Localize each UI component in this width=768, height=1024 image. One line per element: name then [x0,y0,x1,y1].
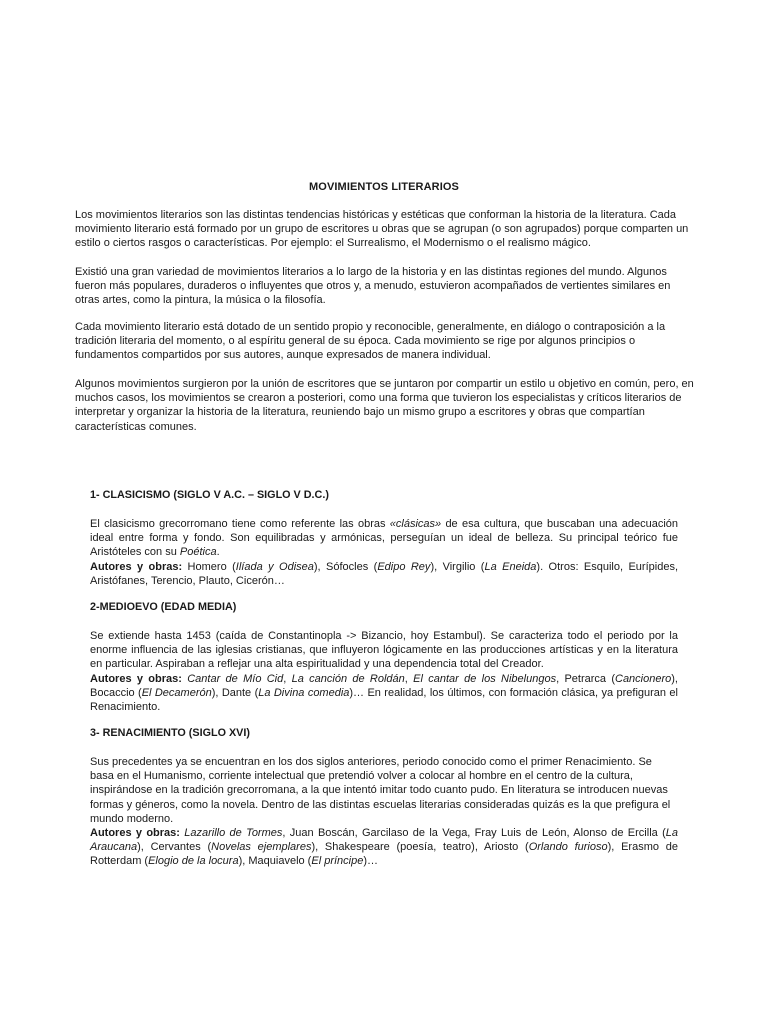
authors-label: Autores y obras: [90,560,183,573]
section-heading: 2-MEDIOEVO (EDAD MEDIA) [90,601,237,613]
authors-label: Autores y obras: [90,827,180,840]
intro-paragraph-2: Existió una gran variedad de movimientos literarios a lo largo de la historia y en las distintas regiones del mundo. Algunos fueron más populares, duraderos o influyentes que otros y, a menudo, estuvieron acompañados de vertientes similares en otras artes, como la pintura, la música o la filosofía. [75,266,671,307]
section-renacimiento [90,726,678,869]
section-authors: Autores y obras: Cantar de Mío Cid, La canción de Roldán, El cantar de los Nibelungos, Petrarca (Cancionero), Bocaccio (El Decamerón), Dante (La Divina comedia)… En realidad, los últimos, con formación clásica, ya prefiguran el Renacimiento. [90,672,678,714]
section-description: Sus precedentes ya se encuentran en los dos siglos anteriores, periodo conocido como el primer Renacimiento. Se basa en el Humanismo, corriente intelectual que pretendió volver a colocar al hombre en el centro de la cultura, inspirándose en la tradición grecorromana, a la que intentó imitar todo cuanto pudo. En literatura se introducen nuevas formas y géneros, como la novela. Dentro de las distintas escuelas literarias consideradas quizás es la que prefigura el mundo moderno. [90,756,671,825]
section-heading: 3- RENACIMIENTO (SIGLO XVI) [90,727,250,739]
section-clasicismo [90,488,678,588]
section-description: Se extiende hasta 1453 (caída de Constantinopla -> Bizancio, hoy Estambul). Se caracteriza todo el periodo por la enorme influencia de las iglesias cristianas, que influyeron lógicamente en las producciones artísticas y en la literatura en particular. Aspiraban a reflejar una alta espiritualidad y una dependencia total del Creador. [90,630,678,671]
document-title: MOVIMIENTOS LITERARIOS [309,181,459,193]
intro-paragraph-3: Cada movimiento literario está dotado de un sentido propio y reconocible, generalmente, en diálogo o contraposición a la tradición literaria del momento, o al espíritu general de su época. Cada movimiento se rige por algunos principios o fundamentos compartidos por sus autores, aunque expresados de manera individual. [75,321,666,362]
intro-paragraph-1: Los movimientos literarios son las distintas tendencias históricas y estéticas que conforman la historia de la literatura. Cada movimiento literario está formado por un grupo de escritores u obras que se agrupan (o son agrupados) porque comparten un estilo o ciertos rasgos o características. Por ejemplo: el Surrealismo, el Modernismo o el realismo mágico. [75,209,689,250]
section-authors: Autores y obras: Homero (Ilíada y Odisea), Sófocles (Edipo Rey), Virgilio (La Eneida). Otros: Esquilo, Eurípides, Aristófanes, Terencio, Plauto, Cicerón… [90,560,679,587]
section-medioevo [90,600,678,714]
section-heading: 1- CLASICISMO (SIGLO V A.C. – SIGLO V D.C.) [90,489,329,501]
section-description: El clasicismo grecorromano tiene como referente las obras «clásicas» de esa cultura, que buscaban una adecuación ideal entre forma y fondo. Son equilibradas y armónicas, perseguían un ideal de belleza. Su principal teórico fue Aristóteles con su Poética. [90,518,678,559]
intro-paragraph-4: Algunos movimientos surgieron por la unión de escritores que se juntaron por compartir un estilo u objetivo en común, pero, en muchos casos, los movimientos se crearon a posteriori, como una forma que tuvieron los especialistas y críticos literarios de interpretar y organizar la historia de la literatura, reuniendo bajo un mismo grupo a escritores y obras que compartían características comunes. [75,378,694,433]
section-authors: Autores y obras: Lazarillo de Tormes, Juan Boscán, Garcilaso de la Vega, Fray Luis de León, Alonso de Ercilla (La Araucana), Cervantes (Novelas ejemplares), Shakespeare (poesía, teatro), Ariosto (Orlando furioso), Erasmo de Rotterdam (Elogio de la locura), Maquiavelo (El príncipe)… [90,827,678,868]
authors-label: Autores y obras: [90,672,182,685]
